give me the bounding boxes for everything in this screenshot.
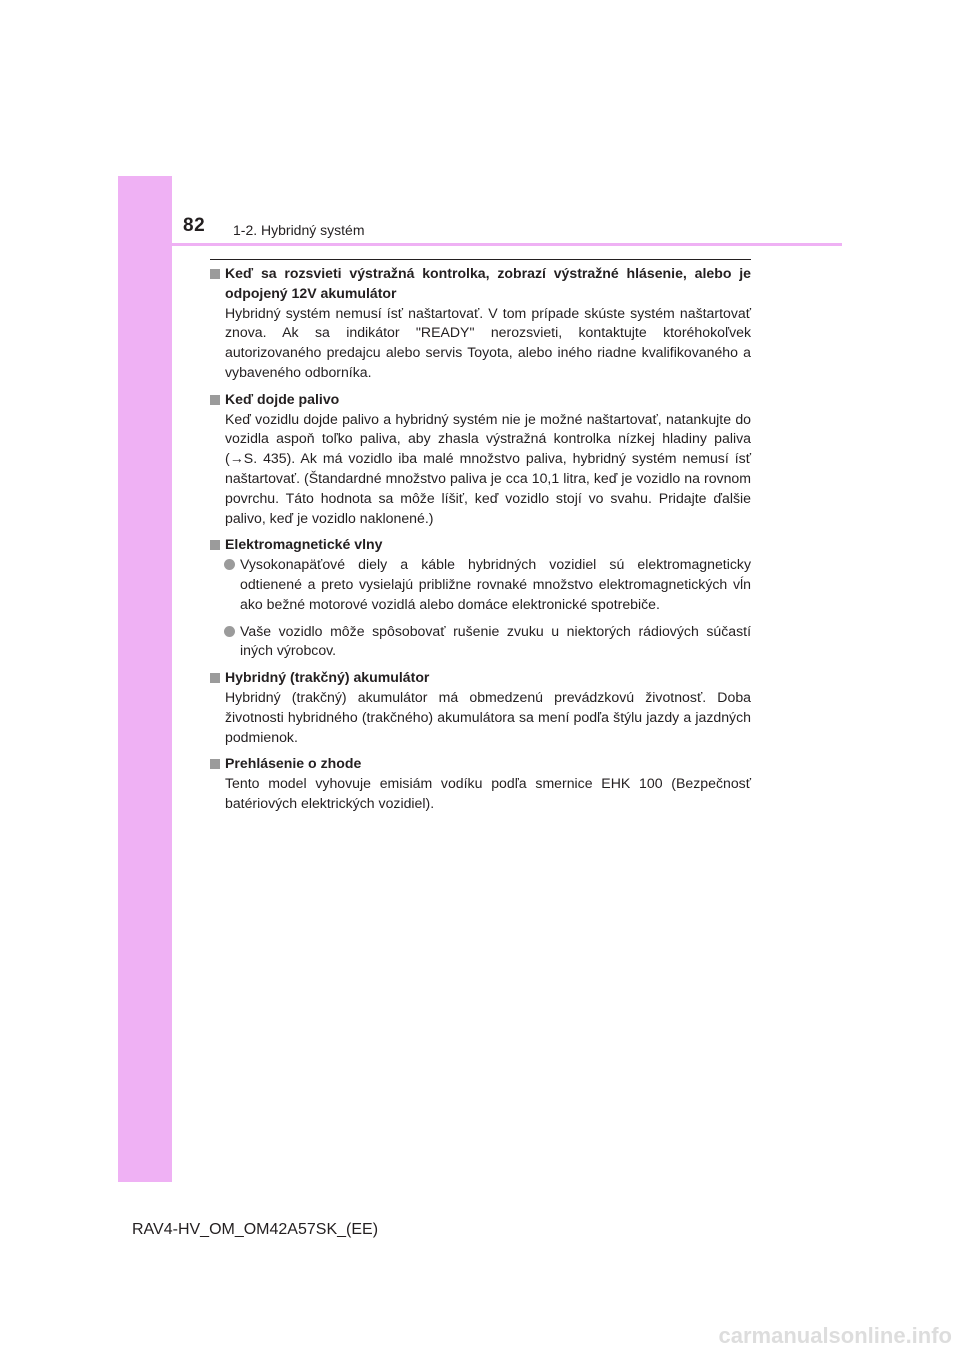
item-body: Tento model vyhovuje emisiám vodíku podľa smernice EHK 100 (Bezpečnosť batériových elektrických vozidiel).	[225, 775, 751, 811]
item-heading	[210, 754, 751, 774]
side-color-band	[118, 176, 172, 1182]
square-bullet-icon	[210, 395, 220, 405]
list-item-text: Vysokonapäťové diely a káble hybridných vozidiel sú elektromagneticky odtienené a preto vysielajú približne rovnaké množstvo elektromagnetických vĺn ako bežné motorové vozidlá alebo domáce elektronické spotrebiče.	[240, 556, 751, 612]
item-heading	[210, 535, 751, 555]
item-body: Hybridný (trakčný) akumulátor má obmedzenú prevádzkovú životnosť. Doba životnosti hybridného (trakčného) akumulátora sa mení podľa štýlu jazdy a jazdných podmienok.	[225, 688, 751, 745]
item-heading-text: Hybridný (trakčný) akumulátor	[225, 669, 430, 686]
item-heading-text: Prehlásenie o zhode	[225, 755, 362, 772]
document-code: RAV4-HV_OM_OM42A57SK_(EE)	[132, 1221, 379, 1238]
item-heading	[210, 390, 751, 410]
content-body	[210, 264, 751, 821]
watermark: carmanualsonline.info	[718, 1323, 952, 1348]
item-heading-text: Keď sa rozsvieti výstražná kontrolka, zobrazí výstražné hlásenie, alebo je odpojený 12V akumulátor	[225, 265, 751, 301]
item-heading	[210, 668, 751, 688]
section-title: 1-2. Hybridný systém	[233, 222, 365, 238]
list-item	[210, 622, 751, 662]
circle-bullet-icon	[224, 559, 235, 570]
item-heading	[210, 264, 751, 304]
square-bullet-icon	[210, 759, 220, 769]
square-bullet-icon	[210, 540, 220, 550]
square-bullet-icon	[210, 673, 220, 683]
list-item	[210, 555, 751, 614]
item-heading-text: Keď dojde palivo	[225, 390, 340, 407]
square-bullet-icon	[210, 269, 220, 279]
page-number: 82	[183, 215, 206, 236]
content-rule	[210, 259, 751, 260]
header-rule	[172, 243, 842, 246]
item-heading-text: Elektromagnetické vlny	[225, 536, 383, 553]
item-body: Keď vozidlu dojde palivo a hybridný systém nie je možné naštartovať, natankujte do vozidla aspoň toľko paliva, aby zhasla výstražná kontrolka nízkej hladiny paliva (→S. 435). Ak má vozidlo iba malé množstvo paliva, hybridný systém nemusí ísť naštartovať. (Štandardné množstvo paliva je cca 10,1 litra, keď je vozidlo na rovnom povrchu. Táto hodnota sa môže líšiť, keď vozidlo stojí vo svahu. Pridajte ďalšie palivo, keď je vozidlo naklonené.)	[225, 410, 751, 526]
list-item-text: Vaše vozidlo môže spôsobovať rušenie zvuku u niektorých rádiových súčastí iných výrobcov.	[240, 622, 751, 659]
circle-bullet-icon	[224, 626, 235, 637]
item-body: Hybridný systém nemusí ísť naštartovať. V tom prípade skúste systém naštartovať znova. Ak sa indikátor "READY" nerozsvieti, kontaktujte ktoréhokoľvek autorizovaného predajcu alebo servis Toyota, alebo iného riadne kvalifikovaného a vybaveného odborníka.	[225, 304, 751, 380]
